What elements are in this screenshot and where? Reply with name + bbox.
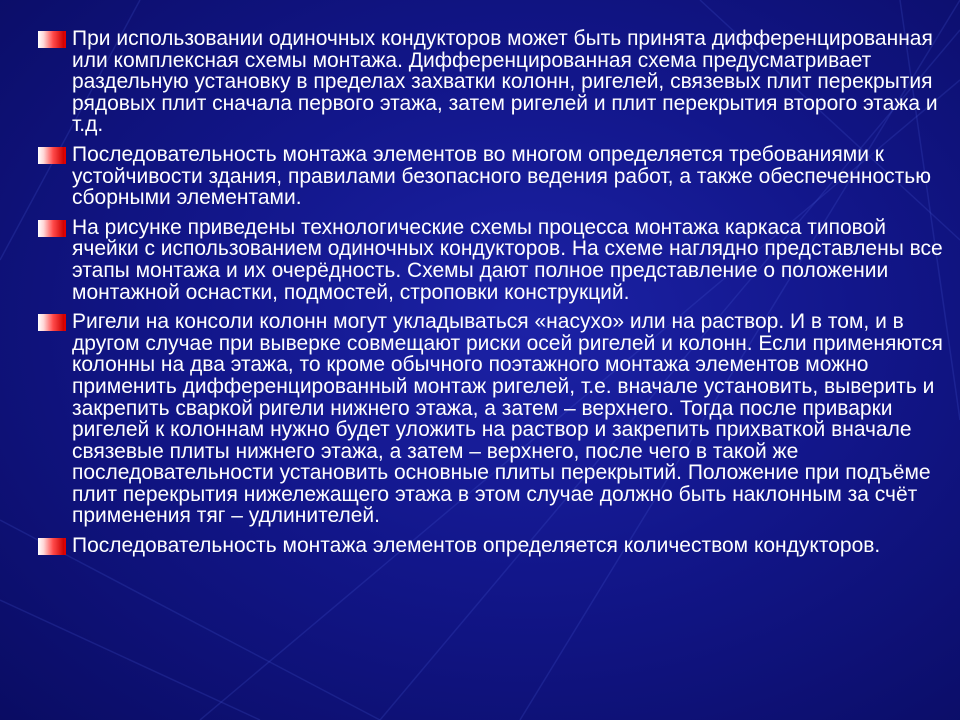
bullet-text: Последовательность монтажа элементов во многом определяется требованиями к устойчивости здания, правилами безопасного ведения работ, а также обеспеченностью сборными элементами. <box>72 142 931 210</box>
bullet-item <box>38 535 943 557</box>
bullet-text: На рисунке приведены технологические схемы процесса монтажа каркаса типовой ячейки с использованием одиночных кондукторов. На схеме наглядно представлены все этапы монтажа и их очерёдность. Схемы дают полное представление о положении монтажной оснастки, подмостей, строповки конструкций. <box>72 215 943 304</box>
bullet-item <box>38 217 943 303</box>
bullet-square-icon <box>38 31 66 48</box>
bullet-item <box>38 311 943 527</box>
bullet-list <box>38 28 943 565</box>
bullet-text: При использовании одиночных кондукторов может быть принята дифференцированная или комплексная схемы монтажа. Дифференцированная схема предусматривает раздельную установку в пределах захватки колонн, ригелей, связевых плит перекрытия рядовых плит сначала первого этажа, затем ригелей и плит перекрытия второго этажа и т.д. <box>72 27 938 137</box>
bullet-square-icon <box>38 147 66 164</box>
bullet-square-icon <box>38 314 66 331</box>
bullet-text: Последовательность монтажа элементов определяется количеством кондукторов. <box>72 534 881 558</box>
bullet-square-icon <box>38 220 66 237</box>
bullet-item <box>38 144 943 209</box>
bullet-square-icon <box>38 538 66 555</box>
bullet-item <box>38 28 943 136</box>
bullet-text: Ригели на консоли колонн могут укладываться «насухо» или на раствор. И в том, и в другом случае при выверке совмещают риски осей ригелей и колонн. Если применяются колонны на два этажа, то кроме обычного поэтажного монтажа элементов можно применить дифференцированный монтаж ригелей, т.е. вначале установить, выверить и закрепить сваркой ригели нижнего этажа, а затем – верхнего. Тогда после приварки ригелей к колоннам нужно будет уложить на раствор и закрепить прихваткой вначале связевые плиты нижнего этажа, а затем – верхнего, после чего в такой же последовательности установить основные плиты перекрытий. Положение при подъёме плит перекрытия нижележащего этажа в этом случае должно быть наклонным за счёт применения тяг – удлинителей. <box>72 310 943 528</box>
